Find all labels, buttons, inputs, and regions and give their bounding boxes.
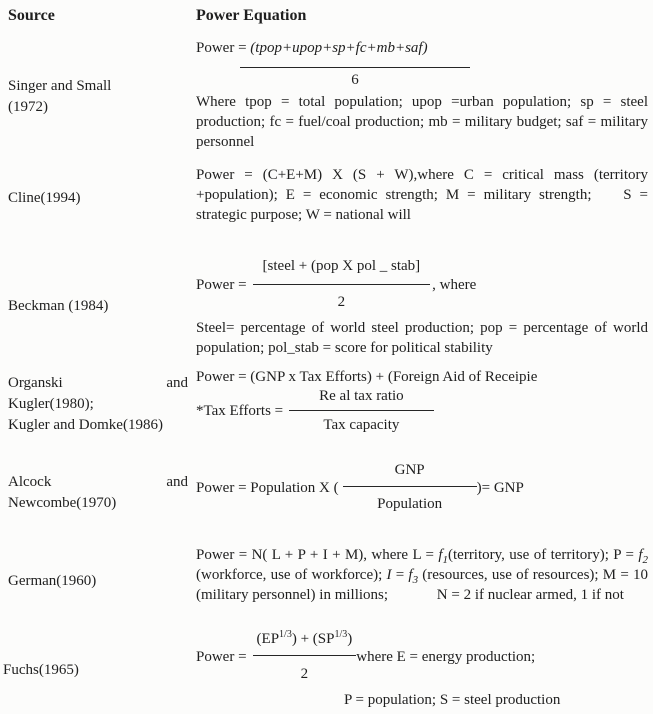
equation-text: (workforce, use of workforce); xyxy=(196,567,387,583)
equation-numerator-line xyxy=(196,39,648,58)
source-fuchs xyxy=(3,660,183,681)
source-name: German(1960) xyxy=(8,573,97,589)
fraction-denominator: 2 xyxy=(337,294,346,310)
fraction xyxy=(253,630,357,684)
source-name: Newcombe(1970) xyxy=(8,495,117,511)
source-cline xyxy=(8,188,188,209)
equation-text: (territory, use of territory); P = xyxy=(448,547,639,563)
equation-beckman xyxy=(196,257,648,358)
equation-lhs: *Tax Efforts = xyxy=(196,403,284,419)
function-symbol: f xyxy=(438,547,443,563)
source-name: Kugler(1980); xyxy=(8,396,94,412)
source-name: Singer and Small xyxy=(8,78,112,94)
equation-lhs: Power = Population X ( xyxy=(196,479,339,496)
equation-alcock xyxy=(196,461,648,514)
equation-fraction-row xyxy=(196,461,648,514)
numerator-text: ) xyxy=(347,631,353,647)
function-symbol: f xyxy=(408,567,413,583)
equation-lhs: Power = xyxy=(196,40,251,56)
source-name: Kugler and Domke(1986) xyxy=(8,417,163,433)
fraction xyxy=(289,387,434,435)
source-name: Organski xyxy=(8,375,63,391)
source-year: (1972) xyxy=(8,99,48,115)
source-singer-small xyxy=(8,76,188,118)
equation-fraction-row xyxy=(196,257,648,312)
function-subscript: 2 xyxy=(642,554,649,566)
equation-fraction-row xyxy=(196,387,648,435)
fraction xyxy=(253,257,431,312)
equation-column-header: Power Equation xyxy=(196,7,307,24)
source-name: Beckman (1984) xyxy=(8,298,109,314)
equation-text: Power = N( L + P + I + M), where L = xyxy=(196,547,439,563)
equation-note: Steel= percentage of world steel production; pop = percentage of world population; pol_stab = score for political stability xyxy=(196,320,648,356)
variable-symbol: I xyxy=(386,567,392,583)
function-subscript: 3 xyxy=(412,574,419,586)
source-name-line xyxy=(8,373,188,394)
equation-singer-small xyxy=(196,39,648,152)
source-column-header: Source xyxy=(8,7,55,24)
equation-suffix: , where xyxy=(432,276,477,293)
fraction-numerator: [steel + (pop X pol _ stab] xyxy=(253,257,431,285)
equation-text: = xyxy=(391,567,409,583)
source-organski-kugler xyxy=(8,373,188,436)
fraction xyxy=(343,461,477,514)
numerator-text: (EP xyxy=(256,631,280,647)
equation-cline: Power = (C+E+M) X (S + W),where C = critical mass (territory +population); E = economic strength; M = military strength; S = strategic purpose; W = national will xyxy=(196,167,648,223)
fraction-denominator: Population xyxy=(377,496,443,512)
source-name-line xyxy=(8,472,188,493)
equation-fuchs xyxy=(196,630,648,710)
fraction-numerator xyxy=(253,630,357,656)
fraction-denominator: 6 xyxy=(351,72,359,88)
equation-lhs: Power = xyxy=(196,276,247,293)
fraction-denominator: 2 xyxy=(300,666,309,682)
fraction-bar xyxy=(240,67,470,68)
equation-german xyxy=(196,545,648,605)
fraction-numerator: GNP xyxy=(343,461,477,487)
equation-suffix: )= GNP xyxy=(476,479,524,496)
fraction-numerator: Re al tax ratio xyxy=(289,387,434,411)
equation-note: P = population; S = steel production xyxy=(344,692,561,708)
equation-suffix: where E = energy production; xyxy=(356,649,536,665)
source-name-and: and xyxy=(166,474,188,490)
exponent: 1/3 xyxy=(279,629,292,640)
equation-lhs: Power = xyxy=(196,649,247,665)
source-name: Alcock xyxy=(8,474,52,490)
source-name-and: and xyxy=(166,375,188,391)
equation-note: Where tpop = total population; upop =urban population; sp = steel production; fc = fuel/coal production; mb = military budget; saf = military personnel xyxy=(196,94,648,150)
source-german xyxy=(8,571,188,592)
source-beckman xyxy=(8,296,188,317)
equation-text: (resources, use of resources); M = 10 (military personnel) in millions; N = 2 if nuclear armed, 1 if not xyxy=(196,567,648,603)
equation-line: Power = (GNP x Tax Efforts) + (Foreign Aid of Receipie xyxy=(196,369,538,385)
function-symbol: f xyxy=(638,547,643,563)
equation-variables: (tpop+upop+sp+fc+mb+saf) xyxy=(250,40,428,56)
source-name: Cline(1994) xyxy=(8,190,81,206)
equation-organski xyxy=(196,368,648,435)
source-name: Fuchs(1965) xyxy=(3,662,79,678)
source-alcock-newcombe xyxy=(8,472,188,514)
fraction-denominator: Tax capacity xyxy=(323,417,400,433)
function-subscript: 1 xyxy=(442,554,448,566)
equation-fraction-row xyxy=(196,630,648,684)
numerator-text: ) + (SP xyxy=(291,631,335,647)
exponent: 1/3 xyxy=(334,629,348,640)
